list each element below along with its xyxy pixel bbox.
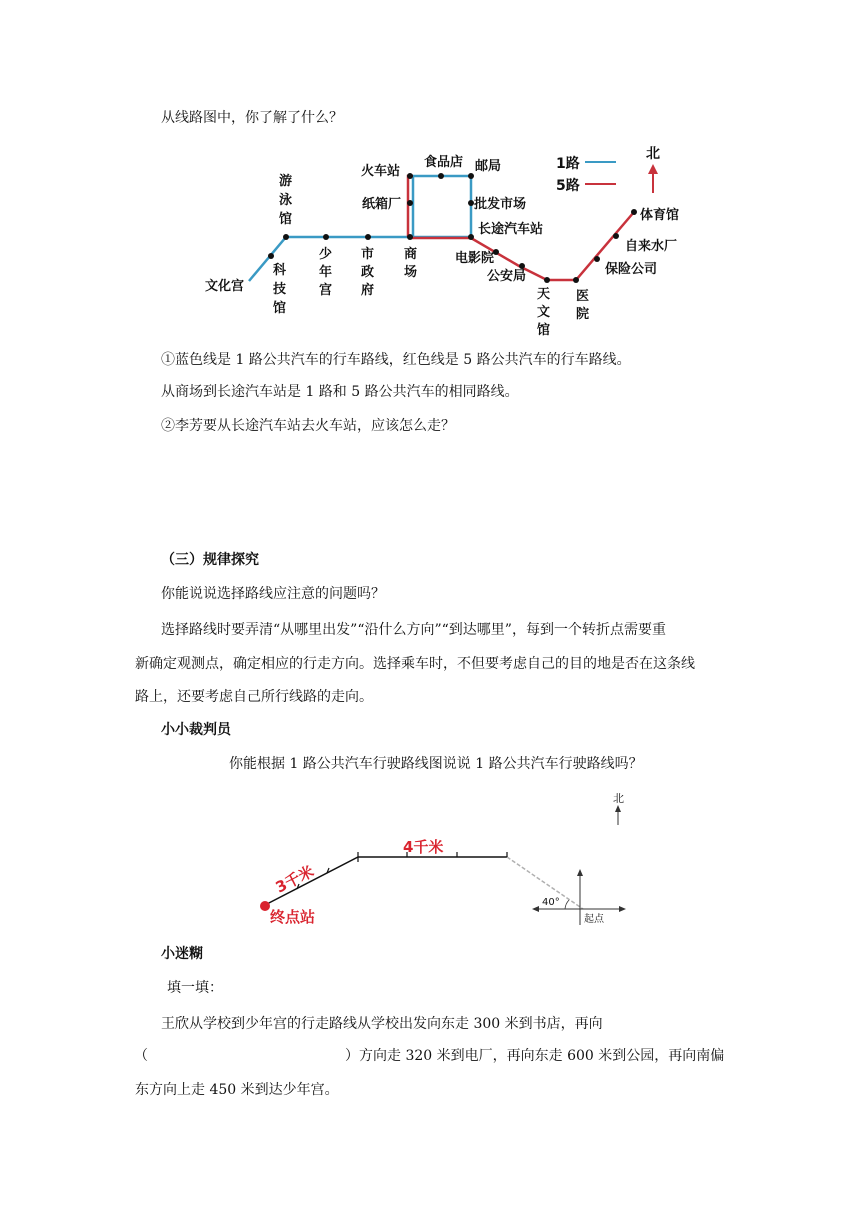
station-dot	[594, 256, 600, 262]
station-shaoniangong: 少 年 宫	[319, 247, 333, 298]
station-dot	[544, 277, 550, 283]
terminal-label: 终点站	[270, 908, 316, 926]
legend-line5: 5路	[556, 178, 580, 194]
station-gonganju: 公安局	[487, 269, 527, 284]
station-dot	[268, 253, 274, 259]
paragraph-4: 你能说说选择路线应注意的问题吗？	[161, 586, 385, 602]
station-dot	[468, 173, 474, 179]
confused-title: 小迷糊	[161, 946, 203, 962]
station-shizhengfu: 市 政 府	[361, 247, 375, 298]
station-dianyingyuan: 电影院	[455, 251, 495, 266]
paragraph-5-line-3: 路上，还要考虑自己所行线路的走向。	[135, 689, 373, 705]
station-shipindian: 食品店	[424, 155, 464, 170]
paragraph-5-line-1: 选择路线时要弄清“从哪里出发”“沿什么方向”“到达哪里”，每到一个转折点需要重	[161, 622, 666, 638]
legend-line1: 1路	[556, 156, 580, 172]
station-baoxiangongsi: 保险公司	[605, 262, 658, 277]
intro-question: 从线路图中，你了解了什么？	[161, 110, 343, 126]
section-3-title: （三）规律探究	[161, 552, 259, 568]
north-label-2: 北	[613, 792, 624, 805]
station-zilaishuichang: 自来水厂	[625, 239, 678, 254]
station-dot	[438, 173, 444, 179]
angle-label: 40°	[542, 897, 560, 908]
station-tianwenguan: 天 文 馆	[537, 287, 551, 338]
paragraph-6-blank-open: （	[134, 1048, 148, 1064]
referee-title: 小小裁判员	[161, 722, 231, 738]
station-dot	[323, 234, 329, 240]
station-youju: 邮局	[475, 159, 502, 174]
terminal-dot	[260, 901, 270, 911]
station-dot	[468, 234, 474, 240]
station-huochezhan: 火车站	[361, 164, 401, 179]
station-wenhuagong: 文化宫	[205, 279, 245, 294]
route-line-1-loop	[413, 176, 471, 237]
paragraph-1: ①蓝色线是 1 路公共汽车的行车路线，红色线是 5 路公共汽车的行车路线。	[161, 352, 631, 368]
north-arrow-icon	[648, 164, 658, 174]
station-dot	[283, 234, 289, 240]
paragraph-5-line-2: 新确定观测点，确定相应的行走方向。选择乘车时，不但要考虑自己的目的地是否在这条线	[135, 656, 695, 672]
station-dot	[407, 200, 413, 206]
station-yiyuan: 医 院	[576, 289, 590, 322]
paragraph-6-line-3: 东方向上走 450 米到达少年宫。	[135, 1082, 339, 1098]
station-dot	[613, 233, 619, 239]
station-changtuqichezhan: 长途汽车站	[478, 222, 544, 237]
station-dot	[573, 277, 579, 283]
station-pifashichang: 批发市场	[474, 197, 527, 212]
paragraph-6-line-1: 王欣从学校到少年宫的行走路线从学校出发向东走 300 米到书店，再向	[161, 1016, 603, 1032]
start-label: 起点	[584, 914, 604, 925]
station-dot	[631, 209, 637, 215]
station-dot	[407, 173, 413, 179]
station-kejiguan: 科 技 馆	[273, 263, 287, 316]
paragraph-3: ②李芳要从长途汽车站去火车站，应该怎么走？	[161, 418, 455, 434]
station-zhixiangchang: 纸箱厂	[362, 197, 402, 212]
route-distance-diagram	[250, 785, 640, 935]
bus-route-map	[195, 140, 715, 340]
station-shangchang: 商 场	[404, 247, 418, 280]
station-dot	[365, 234, 371, 240]
paragraph-2: 从商场到长途汽车站是 1 路和 5 路公共汽车的相同路线。	[161, 384, 519, 400]
fill-title: 填一填：	[167, 980, 223, 996]
north-label: 北	[646, 146, 660, 162]
referee-question: 你能根据 1 路公共汽车行驶路线图说说 1 路公共汽车行驶路线吗？	[229, 756, 643, 772]
paragraph-6-line-2: ）方向走 320 米到电厂，再向东走 600 米到公园，再向南偏	[345, 1048, 725, 1064]
north-arrow-icon	[615, 805, 621, 812]
station-tiyuguan: 体育馆	[640, 208, 680, 223]
station-dot	[407, 234, 413, 240]
distance-3km: 3千米	[272, 862, 317, 897]
station-youyongguan: 游 泳 馆	[279, 174, 293, 227]
distance-4km: 4千米	[403, 838, 444, 856]
